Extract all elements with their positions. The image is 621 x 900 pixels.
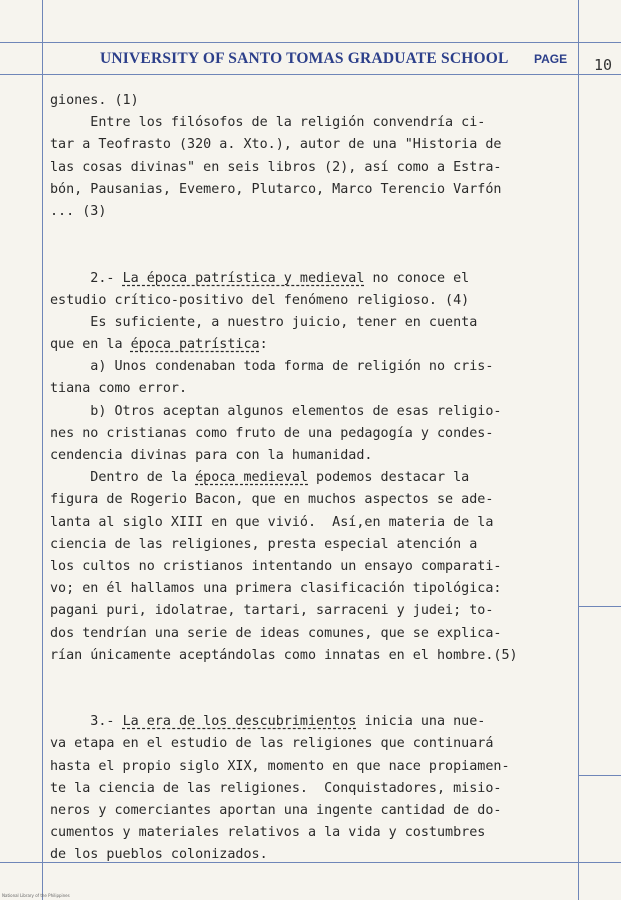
text-line: ciencia de las religiones, presta especial atención a xyxy=(50,536,478,552)
blank-line xyxy=(50,689,570,711)
typed-body-text xyxy=(50,90,570,867)
text-line: nes no cristianas como fruto de una pedagogía y condes- xyxy=(50,425,494,441)
underlined-phrase: época medieval xyxy=(195,470,308,486)
right-margin-tick-1 xyxy=(578,606,621,607)
text-line: te la ciencia de las religiones. Conquistadores, misio- xyxy=(50,780,502,796)
blank-line xyxy=(50,223,570,245)
text-line: neros y comerciantes aportan una ingente cantidad de do- xyxy=(50,803,502,818)
blank-line xyxy=(50,245,570,267)
left-margin-rule xyxy=(42,0,43,900)
text-line: 2.- La época patrística y medieval no conoce el xyxy=(50,270,470,286)
text-line: 3.- La era de los descubrimientos inicia una nue- xyxy=(50,714,486,730)
underlined-phrase: época patrística xyxy=(130,337,260,353)
text-line: pagani puri, idolatrae, tartari, sarraceni y judei; to- xyxy=(50,603,494,619)
text-line: a) Unos condenaban toda forma de religión no cris- xyxy=(50,359,494,375)
page-label: PAGE xyxy=(534,52,568,66)
text-line: Es suficiente, a nuestro juicio, tener en cuenta xyxy=(50,314,478,330)
text-line: las cosas divinas" en seis libros (2), así como a Estra- xyxy=(50,159,502,175)
header-rule xyxy=(0,74,621,75)
text-line: giones. (1) xyxy=(50,93,139,108)
text-line: figura de Rogerio Bacon, que en muchos aspectos se ade- xyxy=(50,492,494,508)
text-line: los cultos no cristianos intentando un ensayo comparati- xyxy=(50,558,502,574)
blank-line xyxy=(50,667,570,689)
text-line: cumentos y materiales relativos a la vida y costumbres xyxy=(50,825,486,841)
right-margin-tick-2 xyxy=(578,775,621,776)
underlined-phrase: La época patrística y medieval xyxy=(122,270,365,286)
top-rule xyxy=(0,42,621,43)
footer-note: National Library of the Philippines xyxy=(2,893,70,898)
text-line: bón, Pausanias, Evemero, Plutarco, Marco Terencio Varfón xyxy=(50,181,502,197)
page-header xyxy=(44,44,576,74)
text-line: tiana como error. xyxy=(50,381,188,397)
text-line: b) Otros aceptan algunos elementos de esas religio- xyxy=(50,403,502,419)
text-line: que en la época patrística: xyxy=(50,337,268,353)
text-line: tar a Teofrasto (320 a. Xto.), autor de una "Historia de xyxy=(50,137,502,153)
text-line: rían únicamente aceptándolas como innatas en el hombre.(5) xyxy=(50,647,518,663)
school-name: UNIVERSITY OF SANTO TOMAS GRADUATE SCHOOL xyxy=(100,50,509,67)
text-line: cendencia divinas para con la humanidad. xyxy=(50,448,373,463)
text-line: vo; en él hallamos una primera clasificación tipológica: xyxy=(50,581,502,597)
right-margin-rule xyxy=(578,0,579,900)
text-line: dos tendrían una serie de ideas comunes, que se explica- xyxy=(50,625,502,641)
text-line: Dentro de la época medieval podemos destacar la xyxy=(50,470,470,486)
text-line: Entre los filósofos de la religión convendría ci- xyxy=(50,115,486,131)
text-line: de los pueblos colonizados. xyxy=(50,847,268,863)
underlined-phrase: La era de los descubrimientos xyxy=(122,714,357,730)
text-line: lanta al siglo XIII en que vivió. Así,en materia de la xyxy=(50,514,494,530)
page-number: 10 xyxy=(594,56,613,74)
text-line: ... (3) xyxy=(50,203,107,219)
text-line: estudio crítico-positivo del fenómeno religioso. (4) xyxy=(50,292,470,308)
text-line: hasta el propio siglo XIX, momento en que nace propiamen- xyxy=(50,758,510,774)
text-line: va etapa en el estudio de las religiones que continuará xyxy=(50,736,494,752)
